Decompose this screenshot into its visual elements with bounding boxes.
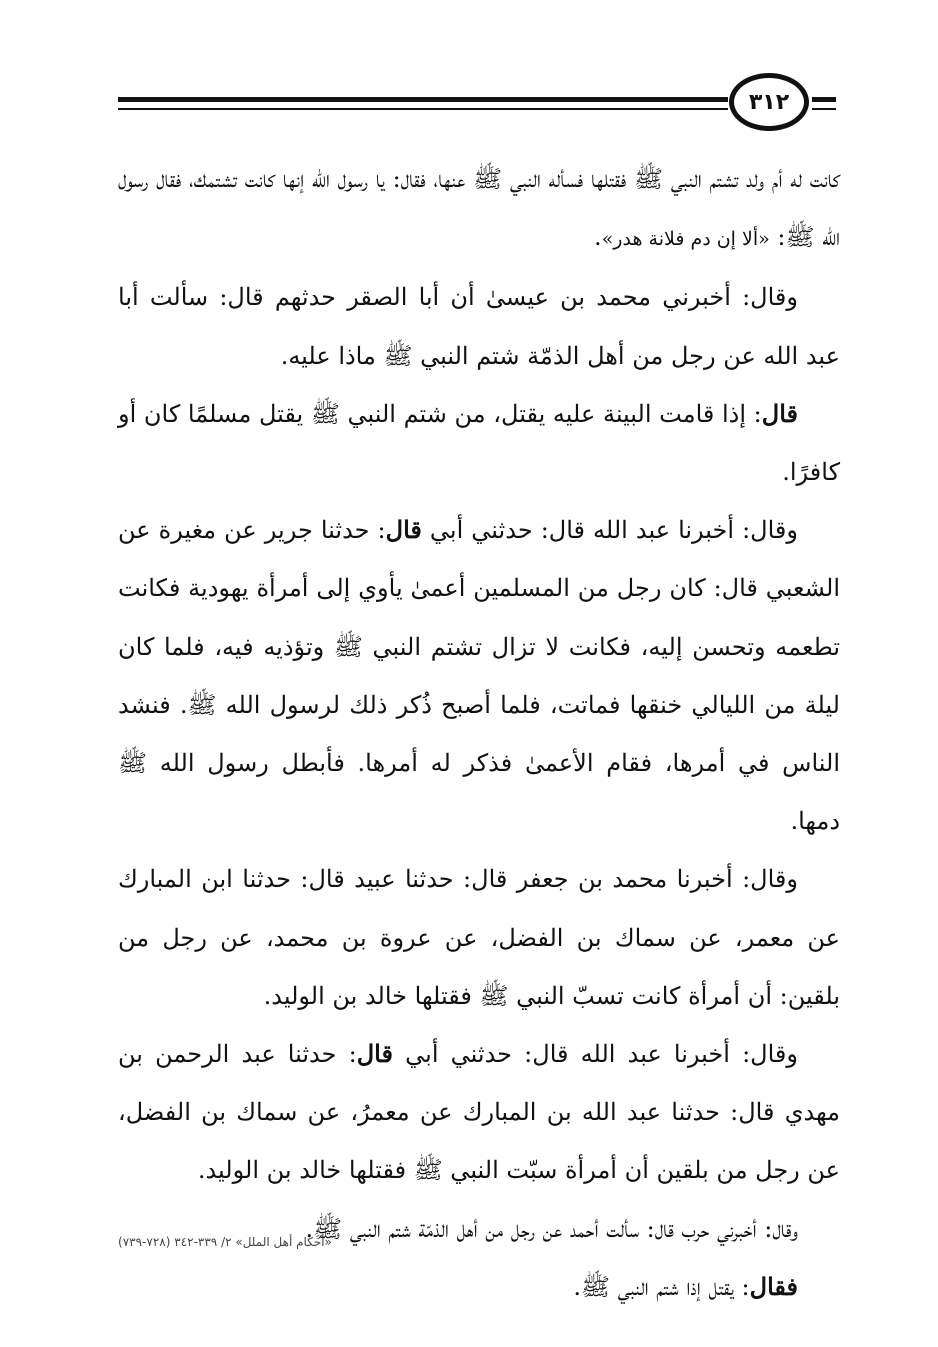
paragraph-text: : حدثنا عبد الرحمن بن مهدي قال: حدثنا عبد الله بن المبارك عن معمرُ، عن سماك بن الفضل، عن رجل من بلقين أن أمرأة سبّت النبي ﷺ فقتلها خالد بن الوليد. (118, 1040, 840, 1185)
bold-keyword: فقال (749, 1271, 798, 1301)
paragraph (118, 1200, 840, 1258)
bold-keyword: قال (385, 515, 422, 545)
paragraph (118, 268, 840, 384)
paragraph-text: كانت له أم ولد تشتم النبي ﷺ فقتلها فسأله النبي ﷺ عنها، فقال: يا رسول الله إنها كانت تشتمك، فقال رسول الله ﷺ: (118, 165, 840, 252)
paragraph-text: وقال: أخبرنا عبد الله قال: حدثني أبي (392, 1040, 798, 1069)
paragraph-text: : إذا قامت البينة عليه يقتل، من شتم النبي ﷺ يقتل مسلمًا كان أو كافرًا. (118, 399, 840, 487)
page-body (118, 150, 840, 1316)
header-rule-right-thick (812, 97, 836, 102)
footer-citation: «أحكام أهل الملل» ٢/ ٣٣٩-٣٤٢ (٧٢٨-٧٣٩) (118, 1235, 332, 1249)
page-number-badge (729, 73, 809, 131)
paragraph-text: وقال: أخبرنا محمد بن جعفر قال: حدثنا عبيد قال: حدثنا ابن المبارك عن معمر، عن سماك بن الفضل، عن عروة بن محمد، عن رجل من بلقين: أن أمرأة كانت تسبّ النبي ﷺ فقتلها خالد بن الوليد. (118, 865, 840, 1010)
page-number: ٣١٢ (748, 89, 790, 115)
paragraph (118, 385, 840, 501)
page-header (0, 0, 938, 140)
bold-keyword: قال (761, 398, 798, 428)
header-rule-thin (118, 108, 728, 110)
paragraph-text: وقال: أخبرنا عبد الله قال: حدثني أبي (421, 516, 798, 545)
paragraph (118, 850, 840, 1025)
header-rule-thick (118, 97, 728, 102)
paragraph (118, 150, 840, 268)
hadith-quote: «ألا إن دم فلانة هدر» (601, 228, 770, 251)
paragraph-text: وقال: أخبرني حرب قال: سألت أحمد عن رجل من أهل الذمّة شتم النبي ﷺ. (305, 1214, 798, 1243)
paragraph-text: : يقتل إذا شتم النبي ﷺ. (573, 1272, 750, 1301)
paragraph-text: وقال: أخبرني محمد بن عيسىٰ أن أبا الصقر حدثهم قال: سألت أبا عبد الله عن رجل من أهل الذمّة شتم النبي ﷺ ماذا عليه. (118, 283, 840, 370)
paragraph (118, 501, 840, 850)
bold-keyword: قال (356, 1039, 393, 1069)
paragraph-text: : حدثنا جرير عن مغيرة عن الشعبي قال: كان رجل من المسلمين أعمىٰ يأوي إلى أمرأة يهودية فكانت تطعمه وتحسن إليه، فكانت لا تزال تشتم النبي ﷺ وتؤذيه فيه، فلما كان ليلة من الليالي خنقها فماتت، فلما أصبح ذُكر ذلك لرسول الله ﷺ. فنشد الناس في أمرها، فقام الأعمىٰ فذكر له أمرها. فأبطل رسول الله ﷺ دمها. (118, 516, 840, 836)
paragraph-text: . (594, 223, 602, 252)
header-rule-right-thin (812, 108, 836, 110)
paragraph (118, 1258, 840, 1316)
paragraph (118, 1025, 840, 1200)
